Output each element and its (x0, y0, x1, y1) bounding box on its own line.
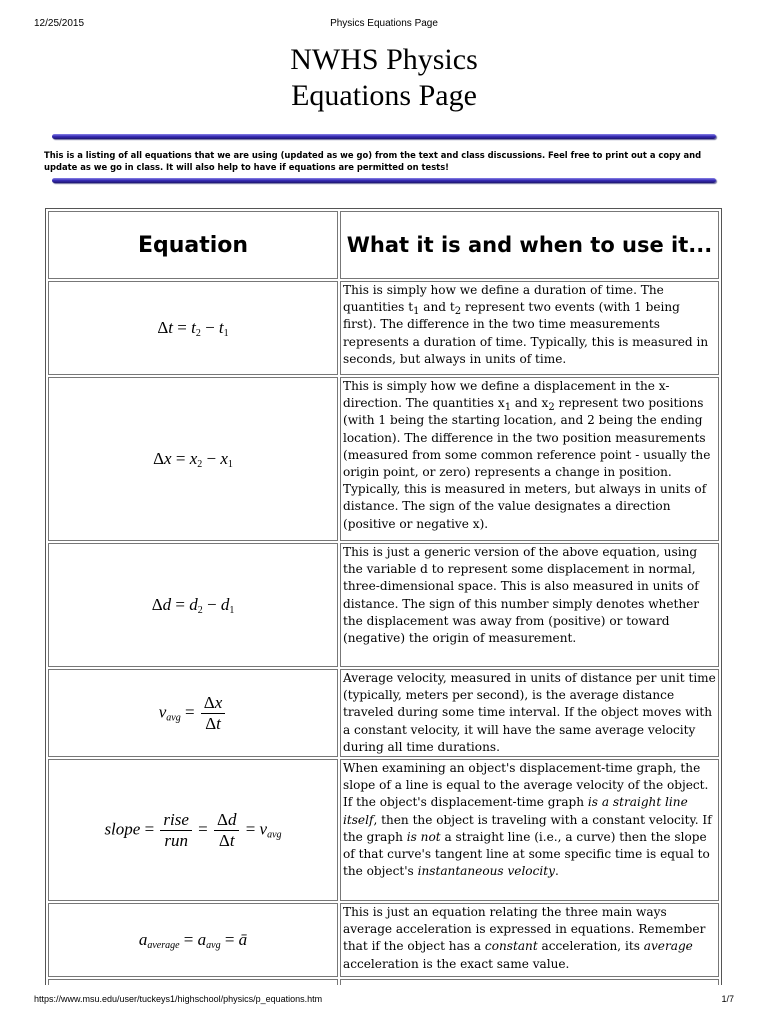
print-footer (34, 994, 734, 1008)
header-description: What it is and when to use it... (340, 211, 719, 279)
header-equation: Equation (48, 211, 338, 279)
equation-v-avg: $v_{avg}$ = $\frac{\Delta x}{\Delta t}$ (48, 669, 338, 757)
fraction-dd-dt: $\frac{\Delta d}{\Delta t}$ (214, 810, 239, 851)
table-row (48, 377, 719, 541)
divider-rule-bottom (52, 178, 716, 183)
table-row (48, 543, 719, 667)
print-page-title: Physics Equations Page (330, 18, 438, 29)
description-delta-d: This is just a generic version of the above equation, using the variable d to represent some displacement in normal, three-dimensional space. This is also measured in units of distance. The sign of this number simply denotes whether the displacement was away from (positive) or toward (negative) the origin of measurement. (340, 543, 719, 667)
table-row (48, 281, 719, 375)
table-row (48, 669, 719, 757)
fraction-rise-run: $\frac{\text{rise}}{\text{run}}$ (160, 810, 192, 851)
print-page-number: 1/7 (721, 994, 734, 1004)
fraction-dx-dt: $\frac{\Delta x}{\Delta t}$ (201, 693, 225, 734)
description-v-avg: Average velocity, measured in units of distance per unit time (typically, meters per second), is the average distance traveled during some time interval. If the object moves with a constant velocity, it will have the same average velocity during all time durations. (340, 669, 719, 757)
description-slope: When examining an object's displacement-time graph, the slope of a line is equal to the average velocity of the object. If the object's displacement-time graph is a straight line itself, then the object is traveling with a constant velocity. If the graph is not a straight line (i.e., a curve) then the slope of that curve's tangent line at some specific time is equal to the object's instantaneous velocity. (340, 759, 719, 901)
equation-delta-t: $\Delta t = t_2 - t_1$ (48, 281, 338, 375)
equation-a-average: $a_{average} = a_{avg}$ = ā (48, 903, 338, 977)
description-delta-x: This is simply how we define a displacement in the x-direction. The quantities $x_1$ and $x_2$ represent two positions (with 1 being the starting location, and 2 being the ending location). The difference in the two position measurements (measured from some common reference point - usually the origin point, or zero) represents a change in position. Typically, this is measured in meters, but always in units of distance. The sign of the value designates a direction (positive or negative x). (340, 377, 719, 541)
table-row (48, 759, 719, 901)
equation-slope: slope = $\frac{\text{rise}}{\text{run}}$ = $\frac{\Delta d}{\Delta t}$ = $v_{avg}$ (48, 759, 338, 901)
description-a-average: This is just an equation relating the three main ways average acceleration is expressed in equations. Remember that if the object has a constant acceleration, its average acceleration is the exact same value. (340, 903, 719, 977)
page-title-line-1: NWHS Physics (290, 43, 478, 76)
equation-delta-d: $\Delta d = d_2 - d_1$ (48, 543, 338, 667)
table-header-row (48, 211, 719, 279)
print-url: https://www.msu.edu/user/tuckeys1/highschool/physics/p_equations.htm (34, 994, 323, 1004)
equation-delta-x: $\Delta x = x_2 - x_1$ (48, 377, 338, 541)
print-date: 12/25/2015 (34, 18, 85, 29)
page-title-line-2: Equations Page (291, 79, 477, 112)
page-title (0, 42, 768, 114)
divider-rule-top (52, 134, 716, 139)
description-delta-t: This is simply how we define a duration of time. The quantities $t_1$ and $t_2$ represent two events (with 1 being first). The difference in the two time measurements represents a duration of time. Typically, this is measured in seconds, but always in units of time. (340, 281, 719, 375)
equations-table (45, 208, 722, 985)
table-row (48, 979, 719, 985)
intro-text: This is a listing of all equations that we are using (updated as we go) from the text and class discussions. Feel free to print out a copy and update as we go in class. It will also help to have if equations are permitted on tests! (44, 150, 702, 172)
table-row (48, 903, 719, 977)
